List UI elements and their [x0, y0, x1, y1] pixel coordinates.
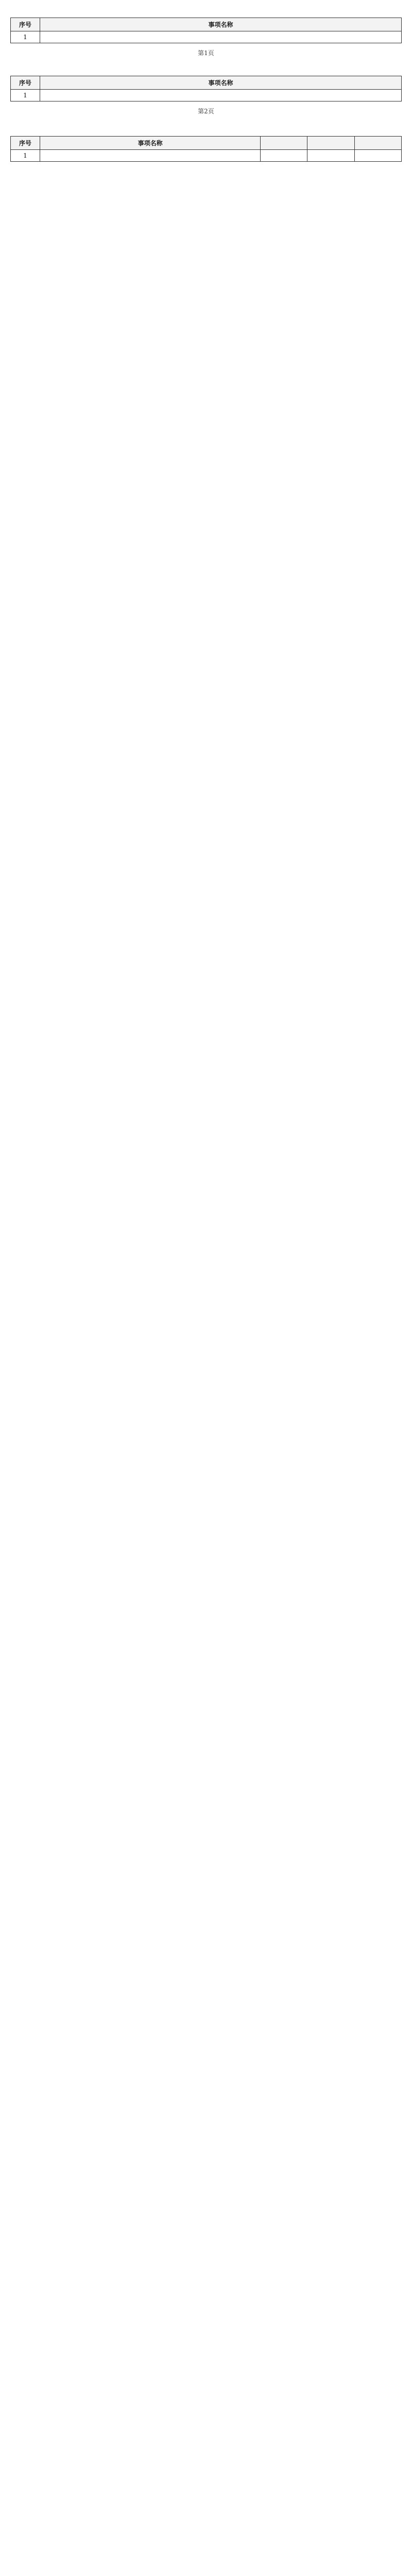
column-header: 序号	[11, 18, 40, 31]
column-header: 序号	[11, 137, 40, 150]
column-header	[307, 137, 354, 150]
page-number: 第2页	[198, 108, 214, 115]
column-header: 事项名称	[40, 18, 402, 31]
pages	[10, 18, 402, 115]
matrix-block	[10, 136, 402, 162]
table-row	[11, 31, 402, 43]
header-row	[11, 18, 402, 31]
matrix-body	[11, 150, 402, 162]
cell	[261, 150, 307, 162]
column-header: 序号	[11, 76, 40, 90]
items-table	[10, 76, 402, 101]
column-header	[261, 137, 307, 150]
row-number: 1	[11, 31, 40, 43]
page	[10, 76, 402, 115]
column-header: 事项名称	[40, 76, 402, 90]
table-row	[11, 90, 402, 101]
matrix-table	[10, 136, 402, 162]
items-table	[10, 18, 402, 43]
table-row	[11, 150, 402, 162]
cell	[354, 150, 401, 162]
item-name	[40, 90, 402, 101]
page-number: 第1页	[198, 49, 214, 57]
matrix-header-row	[11, 137, 402, 150]
document	[10, 0, 402, 182]
page	[10, 18, 402, 57]
row-number: 1	[11, 150, 40, 162]
item-name	[40, 31, 402, 43]
header-row	[11, 76, 402, 90]
column-header	[354, 137, 401, 150]
cell	[40, 150, 261, 162]
column-header: 事项名称	[40, 137, 261, 150]
cell	[307, 150, 354, 162]
row-number: 1	[11, 90, 40, 101]
